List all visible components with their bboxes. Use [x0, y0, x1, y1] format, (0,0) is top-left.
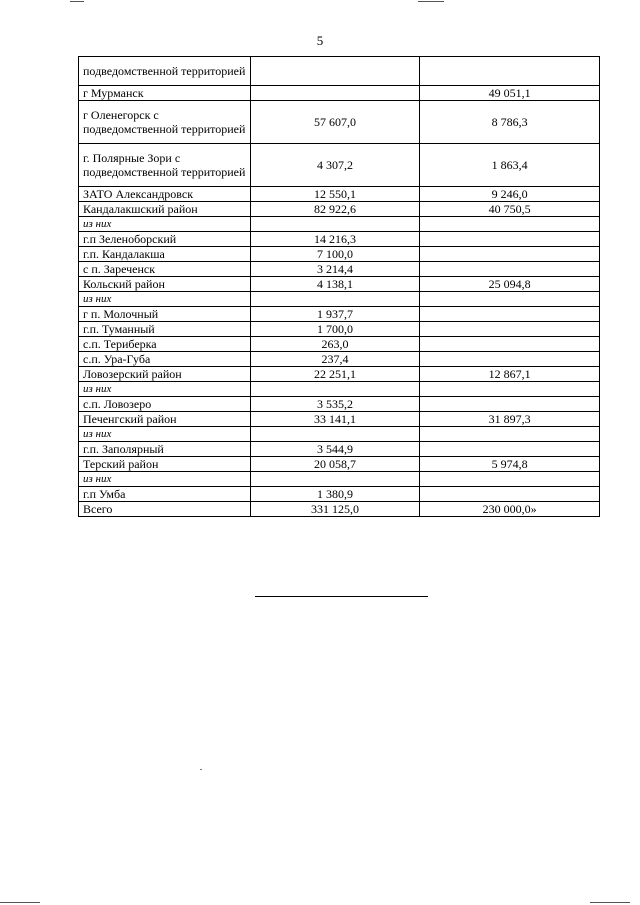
allocation-table-wrapper: [78, 56, 600, 517]
row-name-cell: из них: [79, 382, 251, 397]
table-row: [79, 427, 600, 442]
row-name-cell: Терский район: [79, 457, 251, 472]
table-row: [79, 247, 600, 262]
page-number: 5: [316, 33, 324, 48]
row-name-cell: Всего: [79, 502, 251, 517]
row-value-cell: 12 550,1: [250, 187, 420, 202]
row-value-cell: [420, 337, 600, 352]
table-row: [79, 367, 600, 382]
row-value-cell: [420, 442, 600, 457]
table-row: [79, 101, 600, 144]
scan-mark: [70, 1, 84, 2]
scan-mark: [590, 902, 630, 903]
row-name-cell: из них: [79, 292, 251, 307]
row-value-cell: [420, 487, 600, 502]
separator-line: [255, 596, 428, 597]
row-value-cell: [250, 217, 420, 232]
row-value-cell: [420, 322, 600, 337]
row-value-cell: [420, 397, 600, 412]
row-value-cell: [250, 57, 420, 86]
row-name-cell: г.п Зеленоборский: [79, 232, 251, 247]
row-name-cell: Кольский район: [79, 277, 251, 292]
row-value-cell: 82 922,6: [250, 202, 420, 217]
row-value-cell: [250, 427, 420, 442]
table-row: [79, 472, 600, 487]
table-row: [79, 502, 600, 517]
row-name-cell: Ловозерский район: [79, 367, 251, 382]
row-name-cell: с.п. Ура-Губа: [79, 352, 251, 367]
row-value-cell: 33 141,1: [250, 412, 420, 427]
row-value-cell: 40 750,5: [420, 202, 600, 217]
row-value-cell: [420, 262, 600, 277]
row-value-cell: [250, 472, 420, 487]
row-name-cell: г. Полярные Зори с подведомственной территорией: [79, 144, 251, 187]
row-value-cell: [420, 382, 600, 397]
row-name-cell: г п. Молочный: [79, 307, 251, 322]
row-value-cell: 7 100,0: [250, 247, 420, 262]
table-row: [79, 382, 600, 397]
row-name-cell: Кандалакшский район: [79, 202, 251, 217]
row-value-cell: 5 974,8: [420, 457, 600, 472]
row-value-cell: [420, 232, 600, 247]
row-value-cell: [420, 292, 600, 307]
table-row: [79, 57, 600, 86]
row-name-cell: из них: [79, 427, 251, 442]
table-row: [79, 277, 600, 292]
row-name-cell: Печенгский район: [79, 412, 251, 427]
table-row: [79, 352, 600, 367]
table-row: [79, 337, 600, 352]
row-value-cell: 20 058,7: [250, 457, 420, 472]
row-value-cell: [420, 307, 600, 322]
row-value-cell: 1 700,0: [250, 322, 420, 337]
row-name-cell: с.п. Ловозеро: [79, 397, 251, 412]
row-value-cell: 12 867,1: [420, 367, 600, 382]
table-row: [79, 144, 600, 187]
row-name-cell: из них: [79, 472, 251, 487]
table-row: [79, 217, 600, 232]
row-value-cell: [420, 352, 600, 367]
row-name-cell: г.п. Кандалакша: [79, 247, 251, 262]
scan-mark: [0, 902, 40, 903]
row-value-cell: 4 307,2: [250, 144, 420, 187]
row-name-cell: г Мурманск: [79, 86, 251, 101]
row-value-cell: [420, 247, 600, 262]
row-value-cell: 331 125,0: [250, 502, 420, 517]
row-value-cell: 1 937,7: [250, 307, 420, 322]
row-value-cell: [420, 217, 600, 232]
scan-dot: [200, 769, 202, 770]
row-value-cell: 25 094,8: [420, 277, 600, 292]
allocation-table: [78, 56, 600, 517]
row-value-cell: 4 138,1: [250, 277, 420, 292]
table-row: [79, 232, 600, 247]
row-value-cell: 263,0: [250, 337, 420, 352]
row-name-cell: ЗАТО Александровск: [79, 187, 251, 202]
table-row: [79, 442, 600, 457]
table-row: [79, 457, 600, 472]
table-row: [79, 262, 600, 277]
row-value-cell: [250, 86, 420, 101]
row-value-cell: 14 216,3: [250, 232, 420, 247]
row-value-cell: 1 380,9: [250, 487, 420, 502]
table-row: [79, 412, 600, 427]
row-value-cell: 8 786,3: [420, 101, 600, 144]
row-value-cell: [250, 292, 420, 307]
row-name-cell: г.п Умба: [79, 487, 251, 502]
scan-mark: [418, 1, 444, 2]
table-row: [79, 397, 600, 412]
row-value-cell: [250, 382, 420, 397]
table-row: [79, 86, 600, 101]
row-name-cell: из них: [79, 217, 251, 232]
table-row: [79, 487, 600, 502]
table-row: [79, 187, 600, 202]
row-name-cell: подведомственной территорией: [79, 57, 251, 86]
row-value-cell: 57 607,0: [250, 101, 420, 144]
row-value-cell: [420, 472, 600, 487]
row-name-cell: г Оленегорск с подведомственной территорией: [79, 101, 251, 144]
row-value-cell: 49 051,1: [420, 86, 600, 101]
table-row: [79, 322, 600, 337]
row-name-cell: с.п. Териберка: [79, 337, 251, 352]
row-value-cell: 31 897,3: [420, 412, 600, 427]
row-value-cell: 230 000,0»: [420, 502, 600, 517]
row-value-cell: 9 246,0: [420, 187, 600, 202]
row-name-cell: г.п. Заполярный: [79, 442, 251, 457]
row-value-cell: 237,4: [250, 352, 420, 367]
row-value-cell: 3 544,9: [250, 442, 420, 457]
table-row: [79, 307, 600, 322]
row-value-cell: 22 251,1: [250, 367, 420, 382]
row-name-cell: с п. Зареченск: [79, 262, 251, 277]
row-value-cell: [420, 57, 600, 86]
table-body: [79, 57, 600, 517]
table-row: [79, 292, 600, 307]
row-value-cell: [420, 427, 600, 442]
table-row: [79, 202, 600, 217]
row-value-cell: 1 863,4: [420, 144, 600, 187]
row-name-cell: г.п. Туманный: [79, 322, 251, 337]
row-value-cell: 3 214,4: [250, 262, 420, 277]
row-value-cell: 3 535,2: [250, 397, 420, 412]
